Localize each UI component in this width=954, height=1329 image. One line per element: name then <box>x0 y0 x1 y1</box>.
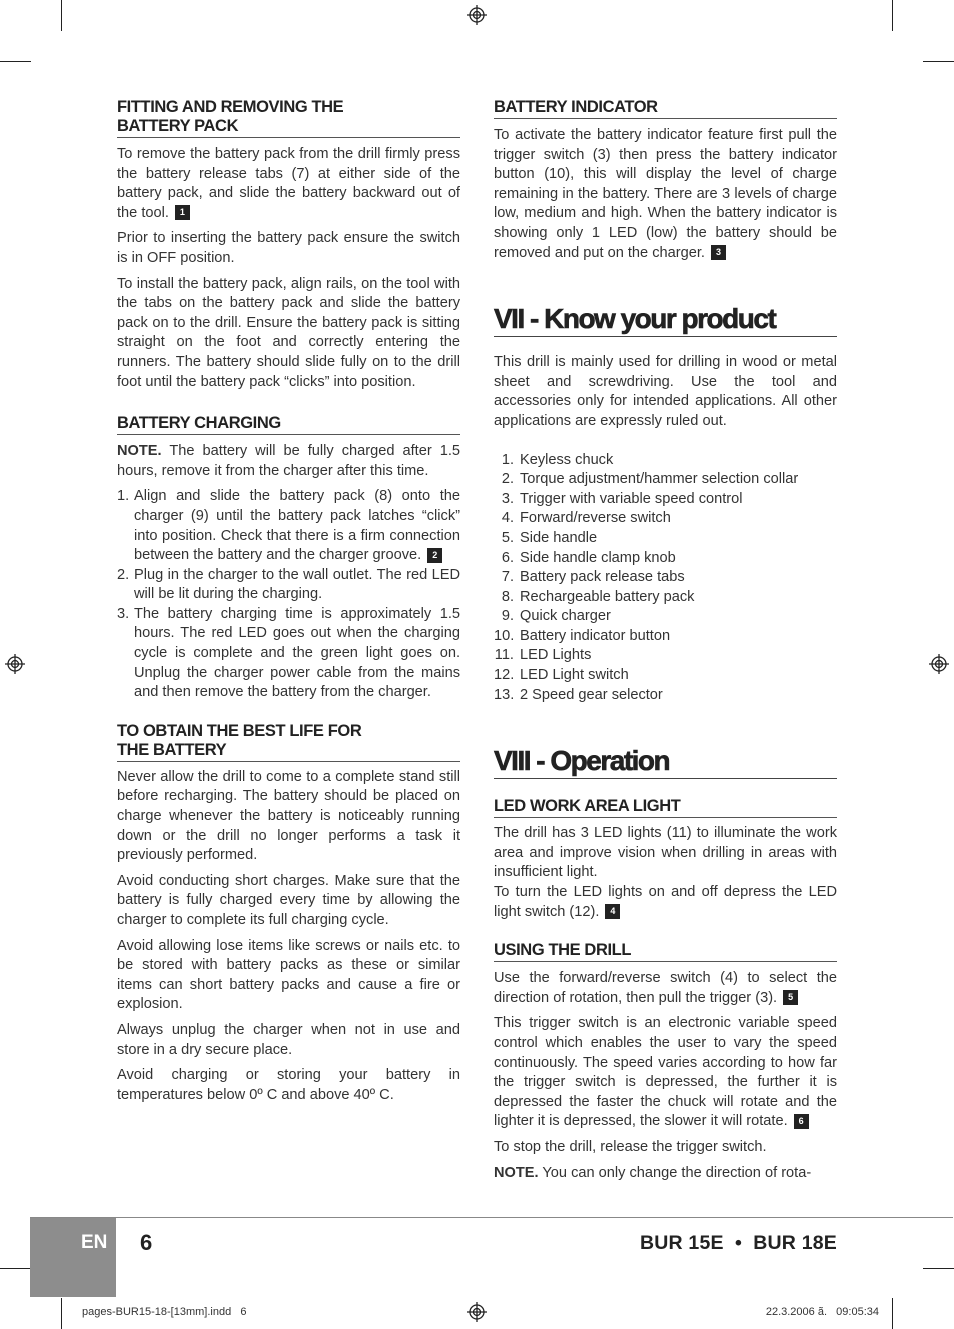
step-number: 2. <box>117 566 130 583</box>
best-life-heading <box>117 722 460 762</box>
language-tab <box>30 1218 116 1297</box>
charging-note <box>117 442 460 481</box>
crop-mark-icon <box>923 1268 954 1269</box>
left-column <box>117 98 460 1105</box>
crop-mark-icon <box>892 1298 893 1329</box>
part-label: Torque adjustment/hammer selection collar <box>520 471 799 488</box>
parts-list <box>494 451 837 706</box>
best-life-paragraph-5: Avoid charging or storing your battery in temperatures below 0º C and above 40º C. <box>117 1067 460 1103</box>
part-number: 12. <box>494 667 515 684</box>
led-paragraph-1: The drill has 3 LED lights (11) to illuminate the work area and improve vision when drilling in areas with insufficient light. <box>494 825 837 881</box>
list-item <box>494 529 837 549</box>
part-number: 2. <box>501 471 514 488</box>
best-life-paragraph-4: Always unplug the charger when not in use and store in a dry secure place. <box>117 1021 460 1058</box>
crop-mark-icon <box>0 61 31 62</box>
part-label: Battery pack release tabs <box>520 569 685 586</box>
led-p2-text: To turn the LED lights on and off depress the LED light switch (12). <box>494 884 837 920</box>
language-label: EN <box>81 1232 108 1253</box>
part-label: Rechargeable battery pack <box>520 588 695 605</box>
crop-mark-icon <box>892 0 893 31</box>
list-item <box>494 490 837 510</box>
part-number: 13. <box>494 686 515 703</box>
battery-indicator-text: To activate the battery indicator feature first pull the trigger switch (3) then press the battery indicator button (10), this will display the level of charge remaining in the battery. There are 3 levels of charge low, medium and high. When the battery indicator is showing only 1 LED (low) the battery should be removed and put on the charger. <box>494 127 837 261</box>
registration-mark-icon <box>467 5 487 25</box>
best-life-heading-line-2: THE BATTERY <box>117 740 227 759</box>
right-column <box>494 98 837 1183</box>
using-paragraph-2 <box>494 1014 837 1132</box>
know-product-title: VII - Know your product <box>494 303 837 337</box>
crop-mark-icon <box>923 61 954 62</box>
part-label: LED Lights <box>520 647 592 664</box>
part-number: 4. <box>501 510 514 527</box>
list-item <box>494 666 837 686</box>
charging-steps <box>117 487 460 703</box>
battery-indicator-heading: BATTERY INDICATOR <box>494 98 837 119</box>
know-product-paragraph: This drill is mainly used for drilling in wood or metal sheet and screwdriving. Use the tool and accessories only for intended applications. All other applications are expressly ruled out. <box>494 354 837 429</box>
part-number: 6. <box>501 549 514 566</box>
part-label: Side handle <box>520 529 598 546</box>
using-paragraph-1 <box>494 969 837 1008</box>
charging-note-text: The battery will be fully charged after 1.5 hours, remove it from the charger after this time. <box>117 443 460 479</box>
list-item <box>494 451 837 471</box>
slug-date-time: 22.3.2006 ã. 09:05:34 <box>765 1306 879 1318</box>
list-item <box>117 605 460 703</box>
part-label: Quick charger <box>520 608 611 625</box>
crop-mark-icon <box>61 0 62 31</box>
best-life-paragraph-2: Avoid conducting short charges. Make sure that the battery is fully charged every time by allowing the charger to complete its full charging cycle. <box>117 872 460 928</box>
step-text: Plug in the charger to the wall outlet. The red LED will be lit during the charging. <box>134 566 460 603</box>
step-number: 1. <box>117 488 130 505</box>
figure-ref-badge: 1 <box>175 205 190 220</box>
best-life-paragraph-1: Never allow the drill to come to a complete stand still before recharging. The battery should be placed on charge whenever the battery is noticeably running down or the drill no longer performs a task it previously performed. <box>117 768 460 864</box>
using-paragraph-3: To stop the drill, release the trigger switch. <box>494 1138 767 1155</box>
figure-ref-badge: 5 <box>783 990 798 1005</box>
note-label: NOTE. <box>494 1164 539 1181</box>
footer-rule <box>30 1217 953 1218</box>
part-number: 5. <box>501 529 514 546</box>
best-life-heading-line-1: TO OBTAIN THE BEST LIFE FOR <box>117 721 362 740</box>
figure-ref-badge: 2 <box>427 548 442 563</box>
list-item <box>494 627 837 647</box>
best-life-paragraph-3: Avoid allowing lose items like screws or nails etc. to be stored with battery packs as these or similar items can short battery packs and cause a fire or explosion. <box>117 937 460 1013</box>
list-item <box>494 607 837 627</box>
list-item <box>494 568 837 588</box>
part-number: 11. <box>494 647 514 664</box>
step-text: Align and slide the battery pack (8) onto the charger (9) until the battery pack latches “click” into position. Check that there is a firm connection between the battery and the charger groove. <box>134 488 460 564</box>
fitting-heading-line-2: BATTERY PACK <box>117 117 239 135</box>
using-drill-heading: USING THE DRILL <box>494 941 837 962</box>
registration-mark-icon <box>5 654 25 674</box>
fitting-paragraph-1 <box>117 145 460 223</box>
step-number: 3. <box>117 605 130 622</box>
part-number: 8. <box>501 588 514 605</box>
part-label: 2 Speed gear selector <box>520 686 663 703</box>
page-number: 6 <box>140 1230 153 1255</box>
figure-ref-badge: 3 <box>711 245 726 260</box>
figure-ref-badge: 4 <box>605 904 620 919</box>
fitting-heading-line-1: FITTING AND REMOVING THE <box>117 98 344 116</box>
crop-mark-icon <box>0 1268 31 1269</box>
part-label: Trigger with variable speed control <box>520 490 743 507</box>
model-name: BUR 15E • BUR 18E <box>639 1232 837 1254</box>
battery-indicator-paragraph <box>494 126 837 263</box>
step-text: The battery charging time is approximately 1.5 hours. The red LED goes out when the charging cycle is complete and the green light goes on. Unplug the charger power cable from the mains and then remove the battery from the charger. <box>134 605 460 701</box>
part-number: 3. <box>501 490 514 507</box>
fitting-heading <box>117 98 460 138</box>
part-label: Keyless chuck <box>520 451 614 468</box>
using-note-text: You can only change the direction of rota- <box>538 1164 812 1181</box>
registration-mark-icon <box>467 1302 487 1322</box>
list-item <box>117 487 460 565</box>
operation-title: VIII - Operation <box>494 745 837 779</box>
part-label: Forward/reverse switch <box>520 510 671 527</box>
part-number: 7. <box>501 569 514 586</box>
slug-file-name: pages-BUR15-18-[13mm].indd 6 <box>82 1306 247 1318</box>
list-item <box>494 549 837 569</box>
using-p1-text: Use the forward/reverse switch (4) to select the direction of rotation, then pull the trigger (3). <box>494 970 837 1006</box>
note-label: NOTE. <box>117 443 162 460</box>
fitting-p1-text: To remove the battery pack from the drill firmly press the battery release tabs (7) at either side of the battery pack, and slide the battery backward out of the tool. <box>117 146 460 221</box>
registration-mark-icon <box>929 654 949 674</box>
led-work-area-heading: LED WORK AREA LIGHT <box>494 797 837 818</box>
figure-ref-badge: 6 <box>794 1114 809 1129</box>
led-paragraph-2 <box>494 883 837 922</box>
part-label: LED Light switch <box>520 667 629 684</box>
fitting-paragraph-2: Prior to inserting the battery pack ensure the switch is in OFF position. <box>117 230 460 266</box>
part-number: 10. <box>494 627 515 644</box>
part-number: 9. <box>501 608 514 625</box>
fitting-paragraph-3: To install the battery pack, align rails, on the tool with the tabs on the battery pack and slide the battery pack on to the drill. Ensure the battery pack is sitting straight on the foot and correctly entering the runners. The battery should slide fully on to the drill foot until the battery pack “clicks” into position. <box>117 275 460 390</box>
using-p2-text: This trigger switch is an electronic variable speed control which enables the user to vary the speed continuously. The speed varies according to how far the trigger switch is depressed, the further it is depressed the faster the chuck will rotate and the lighter it is depressed, the slower it will rotate. <box>494 1015 837 1130</box>
part-number: 1. <box>501 451 514 468</box>
part-label: Battery indicator button <box>520 627 671 644</box>
crop-mark-icon <box>61 1298 62 1329</box>
part-label: Side handle clamp knob <box>520 549 676 566</box>
list-item <box>117 566 460 605</box>
using-note <box>494 1164 837 1184</box>
list-item <box>494 588 837 608</box>
list-item <box>494 646 837 666</box>
charging-heading: BATTERY CHARGING <box>117 414 460 435</box>
list-item <box>494 686 837 706</box>
list-item <box>494 509 837 529</box>
list-item <box>494 470 837 490</box>
